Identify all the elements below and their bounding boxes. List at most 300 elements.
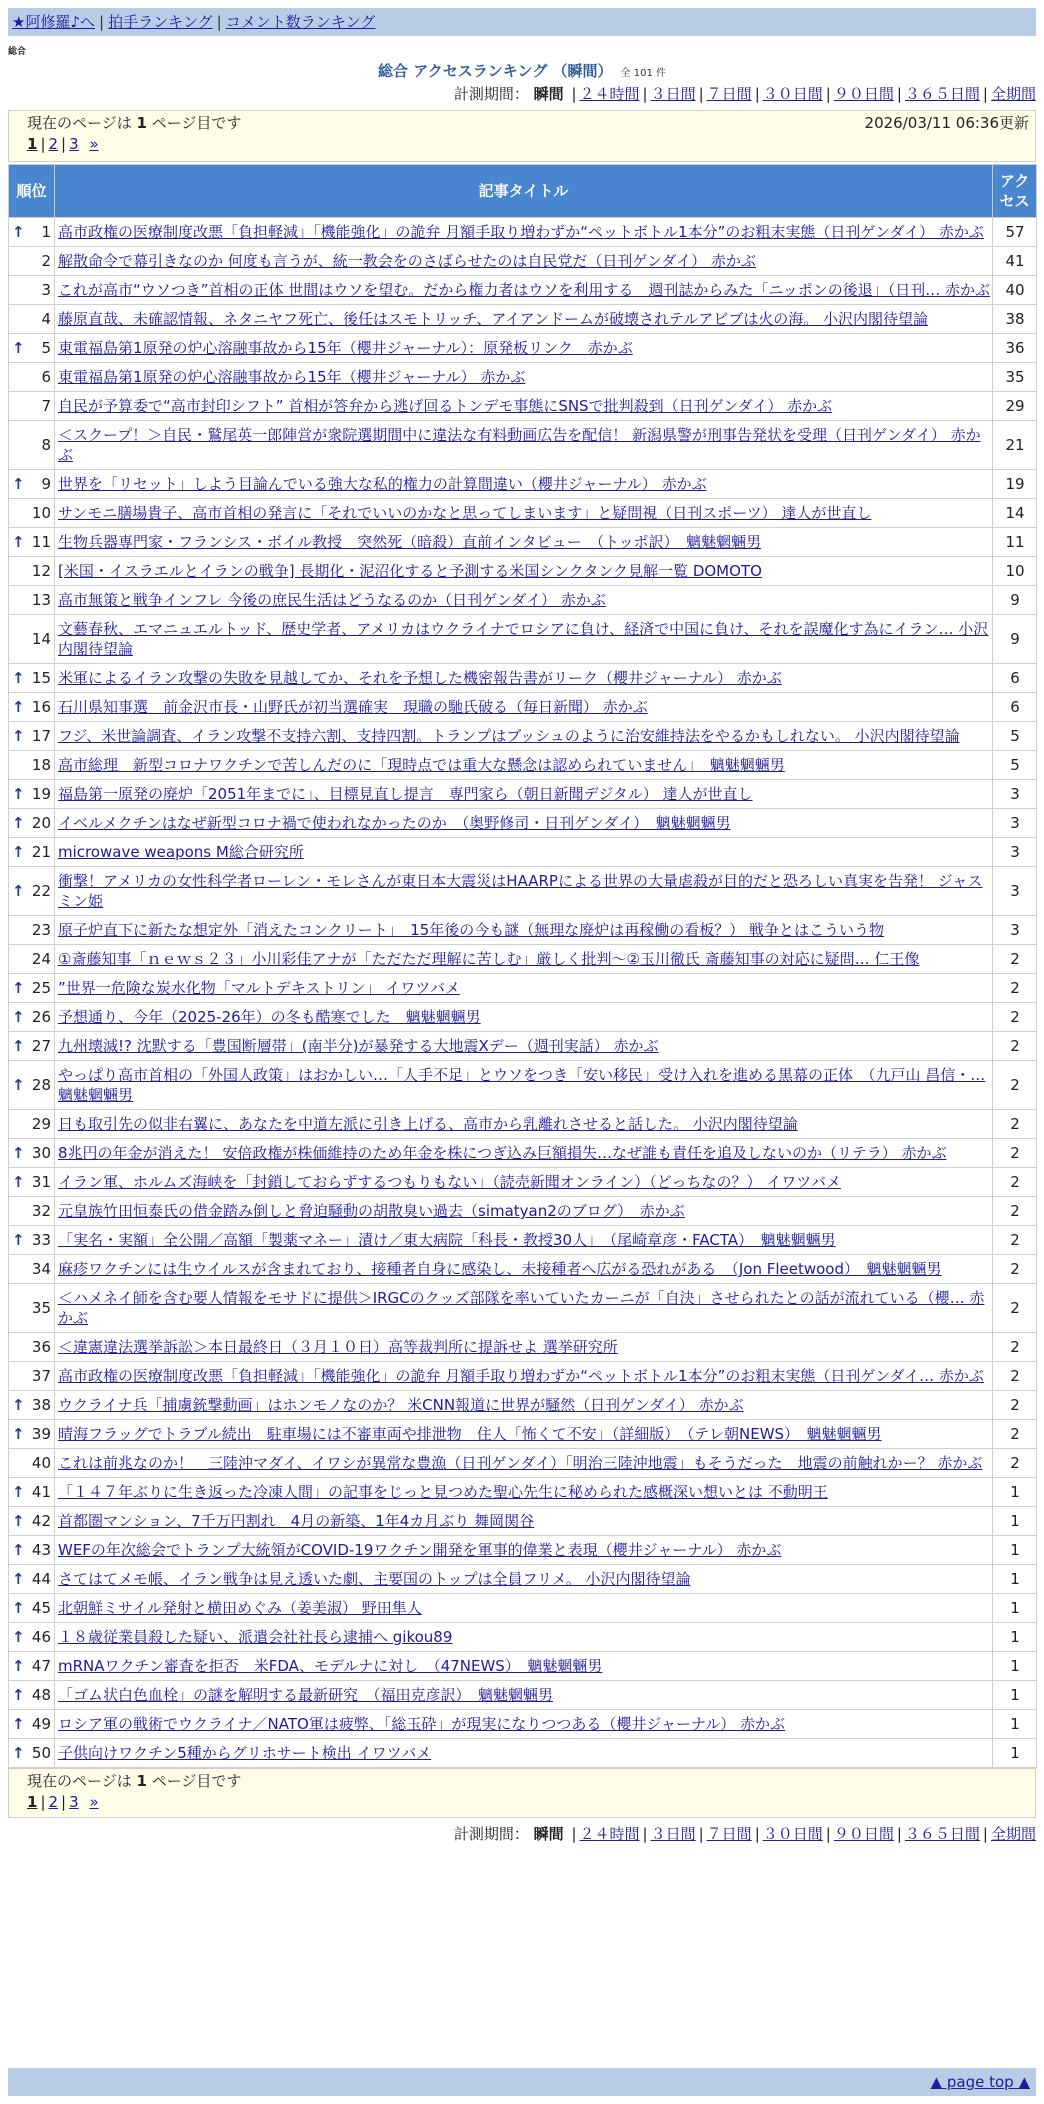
article-link[interactable]: イラン軍、ホルムズ海峡を「封鎖しておらずするつもりもない」（読売新聞オンライン）（どっちなの？） イワツバメ	[58, 1173, 841, 1191]
article-link[interactable]: 衝撃！アメリカの女性科学者ローレン・モレさんが東日本大震災はHAARPによる世界の大量虐殺が目的だと恐ろしい真実を告発！ ジャスミン姫	[58, 872, 983, 910]
rank-number: 35	[31, 1299, 51, 1317]
rank-cell	[9, 1710, 55, 1739]
rank-cell	[9, 334, 55, 363]
period-link[interactable]: 全期間	[990, 85, 1036, 103]
rank-cell	[9, 528, 55, 557]
article-link[interactable]: イベルメクチンはなぜ新型コロナ禍で使われなかったのか （奥野修司・日刊ゲンダイ） 魑魅魍魎男	[58, 814, 731, 832]
table-row	[9, 1226, 1037, 1255]
rank-cell	[9, 722, 55, 751]
access-count: 9	[993, 615, 1037, 664]
access-count: 1	[993, 1594, 1037, 1623]
table-row	[9, 1536, 1037, 1565]
access-count: 2	[993, 1168, 1037, 1197]
table-row	[9, 1420, 1037, 1449]
access-count: 1	[993, 1652, 1037, 1681]
article-link[interactable]: フジ、米世論調査、イラン攻撃不支持六割、支持四割。トランプはブッシュのように治安維持法をやるかもしれない。 小沢内閣待望論	[58, 727, 960, 745]
article-link[interactable]: 石川県知事選 前金沢市長・山野氏が初当選確実 現職の馳氏破る（毎日新聞） 赤かぶ	[58, 698, 648, 716]
access-count: 2	[993, 1362, 1037, 1391]
ranking-table	[8, 164, 1037, 1768]
article-link[interactable]: WEFの年次総会でトランプ大統領がCOVID-19ワクチン開発を軍事的偉業と表現（櫻井ジャーナル） 赤かぶ	[58, 1541, 782, 1559]
page-info-bottom: 現在のページは 1 ページ目です 1 | 2 | 3 »	[8, 1768, 1036, 1818]
table-row	[9, 499, 1037, 528]
rank-number: 36	[31, 1338, 51, 1356]
article-link[interactable]: 生物兵器専門家・フランシス・ボイル教授 突然死（暗殺）直前インタビュー （トッポ訳） 魑魅魍魎男	[58, 533, 762, 551]
rank-up-icon: ↑	[12, 1599, 25, 1617]
pager-top: 1 | 2 | 3 »	[27, 135, 99, 153]
rank-cell	[9, 838, 55, 867]
article-link[interactable]: 九州壊滅!? 沈默する「豊国断層帯」(南半分)が暴発する大地震Xデー（週刊実話） 赤かぶ	[58, 1037, 659, 1055]
comment-ranking-link[interactable]: コメント数ランキング	[225, 13, 376, 31]
access-count: 9	[993, 586, 1037, 615]
period-link[interactable]: ２４時間	[579, 1825, 640, 1843]
article-link[interactable]: サンモニ膳場貴子、高市首相の発言に「それでいいのかなと思ってしまいます」と疑問視（日刊スポーツ） 達人が世直し	[58, 504, 872, 522]
access-count: 3	[993, 838, 1037, 867]
access-count: 21	[993, 421, 1037, 470]
table-row	[9, 1449, 1037, 1478]
title-cell	[55, 974, 993, 1003]
article-link[interactable]: ＜ハメネイ師を含む要人情報をモサドに提供＞IRGCのクッズ部隊を率いていたカーニが「自決」させられたとの話が流れている（櫻… 赤かぶ	[58, 1289, 985, 1327]
article-link[interactable]: 「実名・実額」全公開／高額「製薬マネー」漬け／東大病院「科長・教授30人」 （尾崎章彦・FACTA） 魑魅魍魎男	[58, 1231, 836, 1249]
article-link[interactable]: 高市無策と戦争インフレ 今後の庶民生活はどうなるのか（日刊ゲンダイ） 赤かぶ	[58, 591, 606, 609]
rank-number: 17	[31, 727, 51, 745]
rank-cell	[9, 1362, 55, 1391]
rank-cell	[9, 974, 55, 1003]
access-count: 38	[993, 305, 1037, 334]
article-link[interactable]: 8兆円の年金が消えた！ 安倍政権が株価維持のため年金を株につぎ込み巨額損失…なぜ誰も責任を追及しないのか（リテラ） 赤かぶ	[58, 1144, 947, 1162]
rank-number: 12	[31, 562, 51, 580]
table-row	[9, 421, 1037, 470]
article-link[interactable]: ＜違憲違法選挙訴訟＞本日最終日（３月１０日）高等裁判所に提訴せよ 選挙研究所	[58, 1338, 618, 1356]
title-cell	[55, 751, 993, 780]
table-row	[9, 1139, 1037, 1168]
article-link[interactable]: さてはてメモ帳、イラン戦争は見え透いた劇、主要国のトップは全員フリメ。 小沢内閣待望論	[58, 1570, 691, 1588]
applause-ranking-link[interactable]: 拍手ランキング	[108, 13, 213, 31]
table-row	[9, 1284, 1037, 1333]
table-row	[9, 1168, 1037, 1197]
title-cell	[55, 1391, 993, 1420]
table-row	[9, 722, 1037, 751]
rank-up-icon: ↑	[12, 979, 25, 997]
rank-number: 9	[41, 475, 51, 493]
rank-cell	[9, 1226, 55, 1255]
access-count: 3	[993, 867, 1037, 916]
rank-cell	[9, 305, 55, 334]
table-row	[9, 1391, 1037, 1420]
article-link[interactable]: 晴海フラッグでトラブル続出 駐車場には不審車両や排泄物 住人「怖くて不安」（詳細版） （テレ朝NEWS） 魑魅魍魎男	[58, 1425, 882, 1443]
article-link[interactable]: 自民が予算委で“高市封印シフト” 首相が答弁から逃げ回るトンデモ事態にSNSで批判殺到（日刊ゲンダイ） 赤かぶ	[58, 397, 833, 415]
rank-cell	[9, 1139, 55, 1168]
title-cell	[55, 586, 993, 615]
rank-up-icon: ↑	[12, 814, 25, 832]
rank-cell	[9, 916, 55, 945]
rank-up-icon: ↑	[12, 1512, 25, 1530]
title-cell	[55, 334, 993, 363]
access-count: 3	[993, 780, 1037, 809]
title-cell	[55, 470, 993, 499]
rank-number: 23	[31, 921, 51, 939]
article-link[interactable]: 北朝鮮ミサイル発射と横田めぐみ（姜美淑） 野田隼人	[58, 1599, 422, 1617]
rank-cell	[9, 867, 55, 916]
article-link[interactable]: やっぱり高市首相の「外国人政策」はおかしい…「人手不足」とウソをつき「安い移民」受け入れを進める黒幕の正体 （九戸山 昌信・… 魑魅魍魎男	[58, 1066, 986, 1104]
rank-cell	[9, 421, 55, 470]
period-link[interactable]: ９０日間	[833, 85, 894, 103]
access-count: 2	[993, 1255, 1037, 1284]
rank-cell	[9, 218, 55, 247]
article-link[interactable]: 高市政権の医療制度改悪「負担軽減」「機能強化」の詭弁 月額手取り増わずか“ペットボトル1本分”のお粗末実態（日刊ゲンダイ… 赤かぶ	[58, 1367, 984, 1385]
table-row	[9, 557, 1037, 586]
rank-cell	[9, 1449, 55, 1478]
rank-number: 15	[31, 669, 51, 687]
access-count: 1	[993, 1710, 1037, 1739]
title-cell	[55, 1739, 993, 1768]
rank-cell	[9, 1739, 55, 1768]
rank-number: 14	[31, 630, 51, 648]
rank-cell	[9, 945, 55, 974]
table-row	[9, 334, 1037, 363]
pager-link[interactable]: 3	[69, 1793, 79, 1811]
article-link[interactable]: 高市政権の医療制度改悪「負担軽減」「機能強化」の詭弁 月額手取り増わずか“ペットボトル1本分”のお粗末実態（日刊ゲンダイ） 赤かぶ	[58, 223, 984, 241]
rank-number: 22	[31, 882, 51, 900]
title-cell	[55, 1507, 993, 1536]
article-link[interactable]: ウクライナ兵「捕虜銃撃動画」はホンモノなのか？ 米CNN報道に世界が騒然（日刊ゲンダイ） 赤かぶ	[58, 1396, 744, 1414]
access-count: 19	[993, 470, 1037, 499]
rank-up-icon: ↑	[12, 785, 25, 803]
title-cell	[55, 615, 993, 664]
rank-cell	[9, 1478, 55, 1507]
rank-number: 19	[31, 785, 51, 803]
period-link[interactable]: ３６５日間	[904, 85, 980, 103]
title-cell	[55, 305, 993, 334]
rank-number: 5	[41, 339, 51, 357]
pager-next[interactable]: »	[89, 135, 99, 153]
rank-number: 6	[41, 368, 51, 386]
rank-number: 13	[31, 591, 51, 609]
title-cell	[55, 392, 993, 421]
table-row	[9, 664, 1037, 693]
article-link[interactable]: 子供向けワクチン5種からグリホサート検出 イワツバメ	[58, 1744, 432, 1762]
article-link[interactable]: これは前兆なのか！ 三陸沖マダイ、イワシが異常な豊漁（日刊ゲンダイ）「明治三陸沖地震」もそうだった 地震の前触れかー？ 赤かぶ	[58, 1454, 983, 1472]
table-row	[9, 916, 1037, 945]
rank-cell	[9, 1623, 55, 1652]
pager-current: 1	[27, 1793, 38, 1811]
rank-up-icon: ↑	[12, 698, 25, 716]
rank-number: 24	[31, 950, 51, 968]
access-count: 5	[993, 751, 1037, 780]
title-cell	[55, 1168, 993, 1197]
rank-cell	[9, 751, 55, 780]
access-count: 2	[993, 1003, 1037, 1032]
rank-cell	[9, 276, 55, 305]
access-count: 10	[993, 557, 1037, 586]
title-cell	[55, 1032, 993, 1061]
article-link[interactable]: 文藝春秋、エマニュエルトッド、歴史学者、アメリカはウクライナでロシアに負け、経済で中国に負け、それを誤魔化す為にイラン… 小沢内閣待望論	[58, 620, 989, 658]
period-link[interactable]: ３日間	[650, 85, 696, 103]
rank-up-icon: ↑	[12, 1231, 25, 1249]
table-row	[9, 1652, 1037, 1681]
article-link[interactable]: １８歳従業員殺した疑い、派遣会社社長ら逮捕へ gikou89	[58, 1628, 453, 1646]
article-link[interactable]: [米国・イスラエルとイランの戦争] 長期化・泥沼化すると予測する米国シンクタンク見解一覧 DOMOTO	[58, 562, 762, 580]
period-link[interactable]: ２４時間	[579, 85, 640, 103]
rank-up-icon: ↑	[12, 1144, 25, 1162]
rank-number: 20	[31, 814, 51, 832]
rank-number: 46	[31, 1628, 51, 1646]
access-count: 2	[993, 945, 1037, 974]
table-row	[9, 1003, 1037, 1032]
title-cell	[55, 1652, 993, 1681]
rank-cell	[9, 1284, 55, 1333]
rank-number: 44	[31, 1570, 51, 1588]
rank-cell	[9, 1594, 55, 1623]
rank-number: 49	[31, 1715, 51, 1733]
rank-number: 41	[31, 1483, 51, 1501]
rank-up-icon: ↑	[12, 1008, 25, 1026]
access-count: 14	[993, 499, 1037, 528]
article-link[interactable]: 米軍によるイラン攻撃の失敗を見越してか、それを予想した機密報告書がリーク（櫻井ジャーナル） 赤かぶ	[58, 669, 782, 687]
access-count: 1	[993, 1507, 1037, 1536]
rank-number: 29	[31, 1115, 51, 1133]
rank-up-icon: ↑	[12, 339, 25, 357]
title-cell	[55, 1594, 993, 1623]
access-count: 5	[993, 722, 1037, 751]
rank-up-icon: ↑	[12, 475, 25, 493]
access-count: 2	[993, 1420, 1037, 1449]
title-cell	[55, 693, 993, 722]
table-row	[9, 945, 1037, 974]
table-row	[9, 1110, 1037, 1139]
title-cell	[55, 499, 993, 528]
article-link[interactable]: 東電福島第1原発の炉心溶融事故から15年（櫻井ジャーナル）：原発板リンク 赤かぶ	[58, 339, 633, 357]
table-row	[9, 247, 1037, 276]
title-cell	[55, 1110, 993, 1139]
rank-number: 45	[31, 1599, 51, 1617]
article-link[interactable]: 日も取引先の似非右翼に、あなたを中道左派に引き上げる、高市から乳離れさせると話した。 小沢内閣待望論	[58, 1115, 798, 1133]
table-row	[9, 1507, 1037, 1536]
title-cell	[55, 945, 993, 974]
rank-cell	[9, 1565, 55, 1594]
access-count: 1	[993, 1478, 1037, 1507]
access-count: 36	[993, 334, 1037, 363]
period-link[interactable]: ３日間	[650, 1825, 696, 1843]
rank-number: 38	[31, 1396, 51, 1414]
title-cell	[55, 1226, 993, 1255]
table-row	[9, 1565, 1037, 1594]
rank-number: 21	[31, 843, 51, 861]
title-cell	[55, 1333, 993, 1362]
title-cell	[55, 1284, 993, 1333]
rank-cell	[9, 1255, 55, 1284]
table-row	[9, 1333, 1037, 1362]
access-count: 2	[993, 1391, 1037, 1420]
period-link[interactable]: ３６５日間	[904, 1825, 980, 1843]
rank-number: 47	[31, 1657, 51, 1675]
rank-number: 3	[41, 281, 51, 299]
rank-number: 28	[31, 1076, 51, 1094]
rank-number: 48	[31, 1686, 51, 1704]
title-cell	[55, 664, 993, 693]
rank-up-icon: ↑	[12, 1744, 25, 1762]
table-header	[9, 165, 1037, 218]
article-link[interactable]: 藤原直哉、未確認情報、ネタニヤフ死亡、後任はスモトリッチ、アイアンドームが破壊されテルアビブは火の海。 小沢内閣待望論	[58, 310, 928, 328]
table-row	[9, 363, 1037, 392]
rank-up-icon: ↑	[12, 1173, 25, 1191]
title-cell	[55, 867, 993, 916]
top-nav-bar: ★阿修羅♪へ | 拍手ランキング | コメント数ランキング	[8, 8, 1036, 36]
rank-cell	[9, 1032, 55, 1061]
rank-up-icon: ↑	[12, 1483, 25, 1501]
table-row	[9, 528, 1037, 557]
article-link[interactable]: 世界を「リセット」しよう目論んでいる強大な私的権力の計算間違い（櫻井ジャーナル） 赤かぶ	[58, 475, 707, 493]
rank-number: 27	[31, 1037, 51, 1055]
pager-link[interactable]: 2	[48, 1793, 59, 1811]
page-title	[0, 60, 1044, 81]
pager-link[interactable]: 2	[48, 135, 59, 153]
title-cell	[55, 1536, 993, 1565]
table-row	[9, 1255, 1037, 1284]
rank-number: 10	[31, 504, 51, 522]
access-count: 6	[993, 693, 1037, 722]
access-count: 11	[993, 528, 1037, 557]
article-link[interactable]: 福島第一原発の廃炉「2051年までに」、目標見直し提言 専門家ら（朝日新聞デジタル） 達人が世直し	[58, 785, 753, 803]
article-link[interactable]: 「ゴム状白色血栓」の謎を解明する最新研究 （福田克彦訳） 魑魅魍魎男	[58, 1686, 554, 1704]
table-row	[9, 615, 1037, 664]
table-row	[9, 1681, 1037, 1710]
rank-cell	[9, 499, 55, 528]
period-link[interactable]: ９０日間	[833, 1825, 894, 1843]
rank-number: 4	[41, 310, 51, 328]
access-count: 2	[993, 974, 1037, 1003]
access-count: 2	[993, 1139, 1037, 1168]
home-link[interactable]: ★阿修羅♪へ	[12, 13, 96, 31]
article-link[interactable]: 予想通り、今年（2025-26年）の冬も酷寒でした 魑魅魍魎男	[58, 1008, 481, 1026]
rank-up-icon: ↑	[12, 1657, 25, 1675]
pager-bottom: 1 | 2 | 3 »	[27, 1793, 99, 1811]
article-link[interactable]: 元皇族竹田恒泰氏の借金踏み倒しと脅迫騒動の胡散臭い過去（simatyan2のブログ） 赤かぶ	[58, 1202, 685, 1220]
table-row	[9, 1061, 1037, 1110]
rank-cell	[9, 1061, 55, 1110]
title-cell	[55, 809, 993, 838]
title-cell	[55, 722, 993, 751]
rank-number: 37	[31, 1367, 51, 1385]
access-count: 2	[993, 1226, 1037, 1255]
rank-cell	[9, 470, 55, 499]
title-cell	[55, 528, 993, 557]
article-link[interactable]: 首都圏マンション、7千万円割れ 4月の新築、1年4カ月ぶり 舞岡関谷	[58, 1512, 535, 1530]
title-cell	[55, 838, 993, 867]
title-cell	[55, 1681, 993, 1710]
table-row	[9, 974, 1037, 1003]
article-link[interactable]: これが高市“ウソつき”首相の正体 世間はウソを望む。だから権力者はウソを利用する 週刊誌からみた「ニッポンの後退」（日刊… 赤かぶ	[58, 281, 990, 299]
title-cell	[55, 780, 993, 809]
article-link[interactable]: 原子炉直下に新たな想定外「消えたコンクリート」 15年後の今も謎（無理な廃炉は再稼働の看板？） 戦争とはこういう物	[58, 921, 885, 939]
access-count: 2	[993, 1284, 1037, 1333]
rank-cell	[9, 780, 55, 809]
period-link[interactable]: 全期間	[990, 1825, 1036, 1843]
table-row	[9, 1623, 1037, 1652]
article-link[interactable]: 「１４７年ぶりに生き返った冷凍人間」の記事をじっと見つめた聖心先生に秘められた感概深い想いとは 不動明王	[58, 1483, 828, 1501]
access-count: 3	[993, 809, 1037, 838]
period-link[interactable]: ７日間	[706, 85, 752, 103]
rank-number: 32	[31, 1202, 51, 1220]
title-cell	[55, 1061, 993, 1110]
table-row	[9, 693, 1037, 722]
rank-cell	[9, 392, 55, 421]
rank-up-icon: ↑	[12, 1715, 25, 1733]
rank-number: 18	[31, 756, 51, 774]
rank-number: 31	[31, 1173, 51, 1191]
rank-number: 43	[31, 1541, 51, 1559]
access-count: 41	[993, 247, 1037, 276]
title-cell	[55, 1478, 993, 1507]
rank-up-icon: ↑	[12, 1037, 25, 1055]
rank-cell	[9, 664, 55, 693]
access-count: 2	[993, 1032, 1037, 1061]
rank-cell	[9, 1110, 55, 1139]
title-cell	[55, 1420, 993, 1449]
article-link[interactable]: microwave weapons M総合研究所	[58, 843, 304, 861]
access-count: 2	[993, 1197, 1037, 1226]
period-selector-top: 計測期間： 瞬間 | ２４時間 | ３日間 | ７日間 | ３０日間 | ９０日間 | ３６５日間 | 全期間	[453, 85, 1036, 103]
title-cell	[55, 218, 993, 247]
pager-link[interactable]: 3	[69, 135, 79, 153]
table-row	[9, 780, 1037, 809]
rank-cell	[9, 1168, 55, 1197]
rank-number: 16	[31, 698, 51, 716]
rank-up-icon: ↑	[12, 1686, 25, 1704]
period-link[interactable]: ３０日間	[762, 1825, 823, 1843]
article-link[interactable]: 解散命令で幕引きなのか 何度も言うが、統一教会をのさばらせたのは自民党だ（日刊ゲンダイ） 赤かぶ	[58, 252, 756, 270]
period-current: 瞬間	[533, 85, 564, 103]
rank-cell	[9, 1197, 55, 1226]
table-row	[9, 305, 1037, 334]
access-count: 1	[993, 1565, 1037, 1594]
table-row	[9, 751, 1037, 780]
title-cell	[55, 1003, 993, 1032]
article-link[interactable]: mRNAワクチン審査を拒否 米FDA、モデルナに対し （47NEWS） 魑魅魍魎男	[58, 1657, 603, 1675]
table-row	[9, 1739, 1037, 1768]
access-count: 1	[993, 1623, 1037, 1652]
rank-up-icon: ↑	[12, 1570, 25, 1588]
article-link[interactable]: ①斎藤知事「ｎｅｗｓ２３」小川彩佳アナが「ただただ理解に苦しむ」厳しく批判〜②玉川徹氏 斎藤知事の対応に疑問… 仁王像	[58, 950, 920, 968]
period-link[interactable]: ３０日間	[762, 85, 823, 103]
rank-up-icon: ↑	[12, 669, 25, 687]
article-link[interactable]: 東電福島第1原発の炉心溶融事故から15年（櫻井ジャーナル） 赤かぶ	[58, 368, 526, 386]
pager-next[interactable]: »	[89, 1793, 99, 1811]
article-link[interactable]: ＜スクープ！＞自民・鷲尾英一郎陣営が衆院選期間中に違法な有料動画広告を配信！ 新潟県警が刑事告発状を受理（日刊ゲンダイ） 赤かぶ	[58, 426, 981, 464]
article-link[interactable]: ロシア軍の戦術でウクライナ／NATO軍は疲弊、「総玉砕」が現実になりつつある（櫻井ジャーナル） 赤かぶ	[58, 1715, 786, 1733]
access-count: 1	[993, 1536, 1037, 1565]
col-access: アクセス	[993, 165, 1037, 218]
rank-up-icon: ↑	[12, 1076, 25, 1094]
pager-current: 1	[27, 135, 38, 153]
period-link[interactable]: ７日間	[706, 1825, 752, 1843]
access-count: 1	[993, 1681, 1037, 1710]
rank-up-icon: ↑	[12, 843, 25, 861]
rank-number: 39	[31, 1425, 51, 1443]
article-link[interactable]: ”世界一危険な炭水化物「マルトデキストリン」 イワツバメ	[58, 979, 460, 997]
page-top-link[interactable]: ▲ page top ▲	[930, 2073, 1030, 2091]
title-cell	[55, 247, 993, 276]
rank-cell	[9, 1003, 55, 1032]
rank-number: 8	[41, 436, 51, 454]
article-link[interactable]: 高市総理 新型コロナワクチンで苦しんだのに「現時点では重大な懸念は認められていません」 魑魅魍魎男	[58, 756, 785, 774]
title-cell	[55, 1623, 993, 1652]
table-row	[9, 276, 1037, 305]
table-row	[9, 838, 1037, 867]
rank-up-icon: ↑	[12, 727, 25, 745]
rank-cell	[9, 586, 55, 615]
ranking-title: 総合 アクセスランキング （瞬間）	[378, 62, 613, 80]
article-link[interactable]: 麻疹ワクチンには生ウイルスが含まれており、接種者自身に感染し、未接種者へ広がる恐れがある （Jon Fleetwood） 魑魅魍魎男	[58, 1260, 942, 1278]
